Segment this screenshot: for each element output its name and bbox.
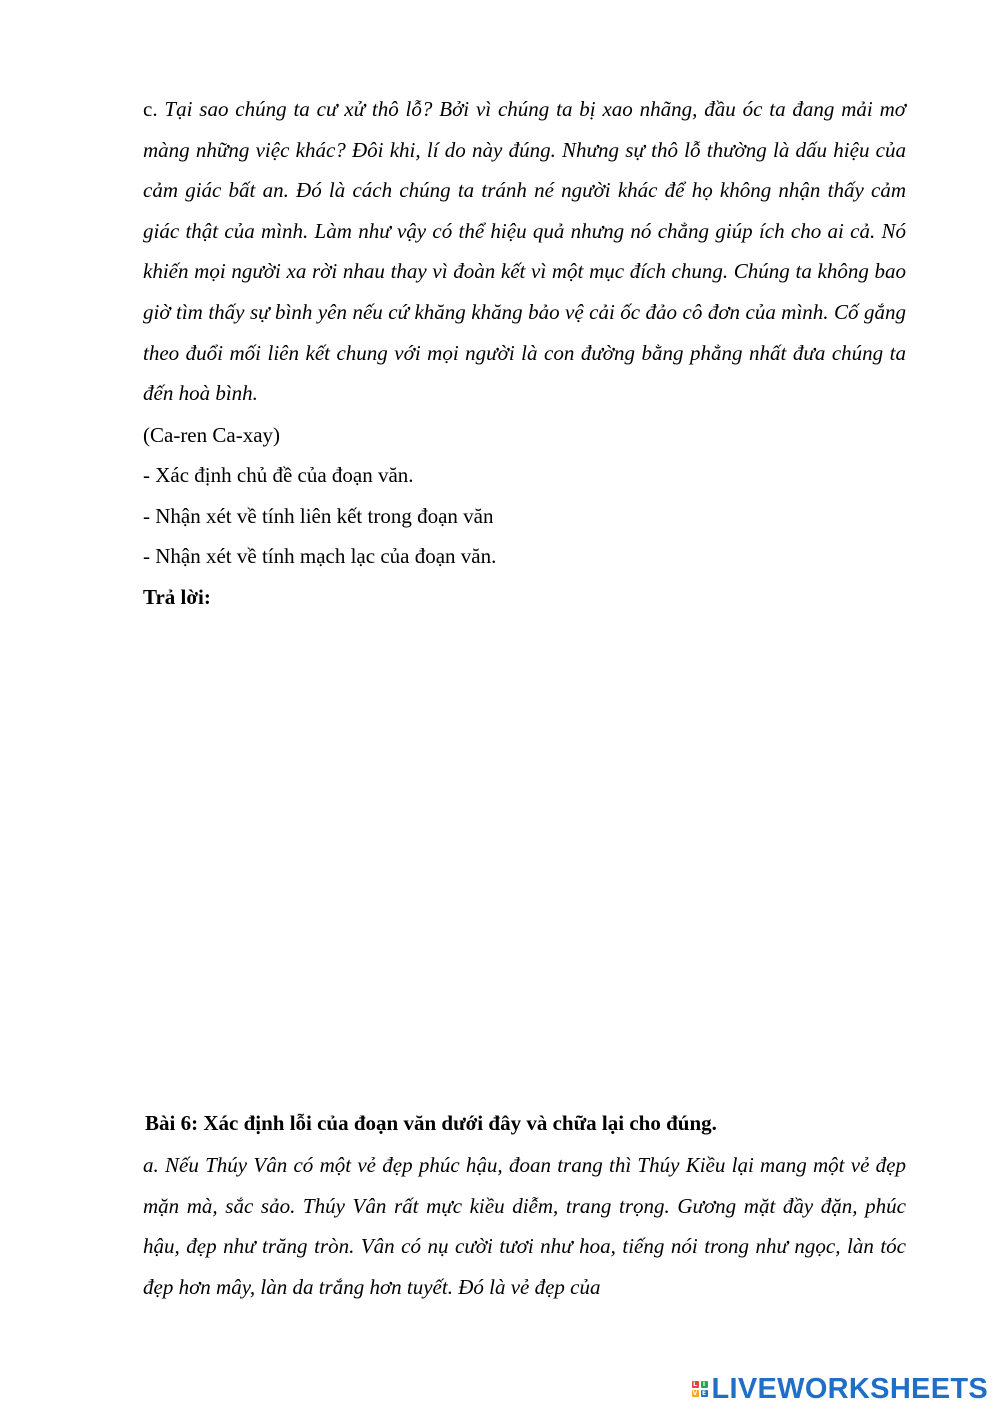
exercise-6-heading: Bài 6: Xác định lỗi của đoạn văn dưới đây và chữa lại cho đúng.	[145, 1111, 717, 1135]
exercise-6-passage-a	[143, 1145, 906, 1307]
liveworksheets-logo	[692, 1373, 989, 1405]
logo-mark-cell: E	[701, 1390, 707, 1397]
logo-mark-cell: L	[693, 1381, 697, 1388]
logo-mark-cell: V	[692, 1390, 698, 1397]
task-item: - Nhận xét về tính mạch lạc của đoạn văn.	[143, 544, 497, 568]
logo-mark-cell: I	[701, 1381, 708, 1388]
passage-c-text: Tại sao chúng ta cư xử thô lỗ? Bởi vì chúng ta bị xao nhãng, đầu óc ta đang mải mơ màng những việc khác? Đôi khi, lí do này đúng. Nhưng sự thô lỗ thường là dấu hiệu của cảm giác bất an. Đó là cách chúng ta tránh né người khác để họ không nhận thấy cảm giác thật của mình. Làm như vậy có thể hiệu quả nhưng nó chẳng giúp ích cho ai cả. Nó khiến mọi người xa rời nhau thay vì đoàn kết vì một mục đích chung. Chúng ta không bao giờ tìm thấy sự bình yên nếu cứ khăng khăng bảo vệ cải ốc đảo cô đơn của mình. Cố gắng theo đuổi mối liên kết chung với mọi người là con đường bằng phẳng nhất đưa chúng ta đến hoà bình.	[143, 97, 906, 406]
passage-c-prefix: c.	[143, 97, 165, 121]
passage-c-source: (Ca-ren Ca-xay)	[143, 423, 281, 447]
logo-mark-icon	[692, 1381, 708, 1397]
logo-text: LIVEWORKSHEETS	[711, 1373, 988, 1405]
answer-label: Trả lời:	[143, 585, 211, 609]
passage-c	[143, 89, 906, 414]
task-item: - Xác định chủ đề của đoạn văn.	[143, 463, 414, 487]
exercise-6-passage-a-text: a. Nếu Thúy Vân có một vẻ đẹp phúc hậu, đoan trang thì Thúy Kiều lại mang một vẻ đẹp mặn mà, sắc sảo. Thúy Vân rất mực kiều diễm, trang trọng. Gương mặt đầy đặn, phúc hậu, đẹp như trăng tròn. Vân có nụ cười tươi như hoa, tiếng nói trong như ngọc, làn tóc đẹp hơn mây, làn da trắng hơn tuyết. Đó là vẻ đẹp của	[143, 1153, 906, 1299]
task-item: - Nhận xét về tính liên kết trong đoạn văn	[143, 504, 494, 528]
